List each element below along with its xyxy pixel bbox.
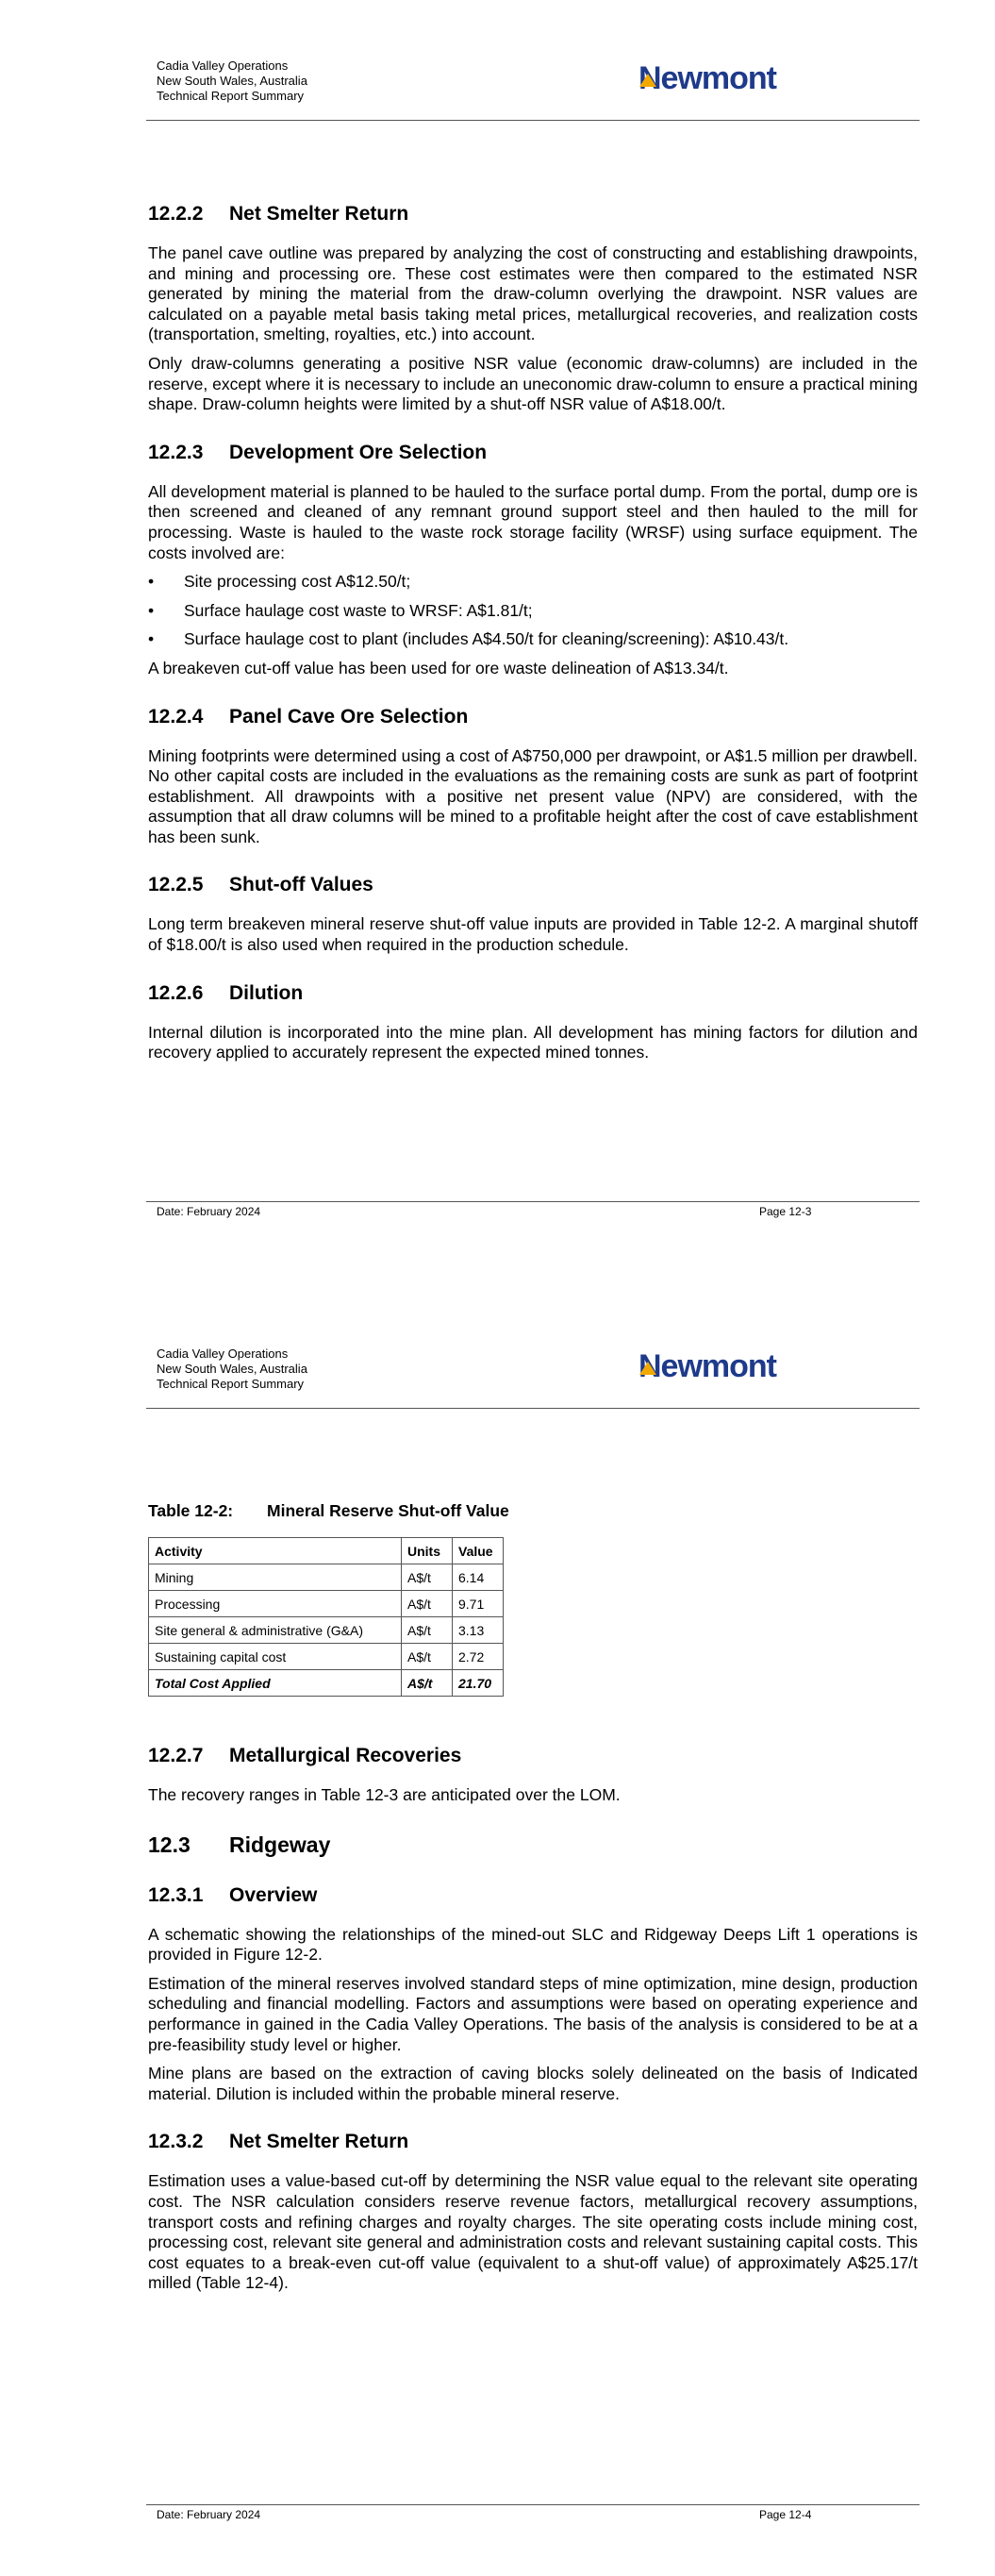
page-1-body (148, 202, 918, 1063)
section-heading: 12.3.1 Overview (148, 1883, 318, 1906)
header-line-2: New South Wales, Australia (157, 74, 307, 88)
table-total-row: Total Cost Applied A$/t 21.70 (149, 1670, 504, 1697)
page-2-body (148, 1501, 918, 2294)
footer-page-number: Page 12-3 (759, 1205, 812, 1218)
section-heading: 12.3.2 Net Smelter Return (148, 2131, 409, 2153)
list-item: • Site processing cost A$12.50/t; (148, 572, 411, 592)
table-row: Processing A$/t 9.71 (149, 1591, 504, 1617)
footer-rule (146, 2504, 920, 2505)
table-row: Sustaining capital cost A$/t 2.72 (149, 1644, 504, 1670)
footer-page-number: Page 12-4 (759, 2508, 812, 2521)
paragraph: The panel cave outline was prepared by analyzing the cost of constructing and establishing drawpoints, and mining and processing ore. These cost estimates were then compared to the estimated NSR generated by mining the material from the draw-column overlying the drawpoint. NSR values are calculated on a payable metal basis taking metal prices, metallurgical recoveries, and realization costs (transportation, smelting, royalties, etc.) into account. (148, 243, 918, 344)
newmont-logo (638, 60, 812, 96)
logo-triangle-icon (639, 1362, 656, 1375)
paragraph: Long term breakeven mineral reserve shut-off value inputs are provided in Table 12-2. A marginal shutoff of $18.00/t is also used when required in the production schedule. (148, 914, 918, 955)
newmont-logo (638, 1348, 812, 1384)
section-heading: 12.2.5 Shut-off Values (148, 874, 373, 896)
chapter-heading: 12.3 Ridgeway (148, 1832, 331, 1857)
paragraph: The recovery ranges in Table 12-3 are anticipated over the LOM. (148, 1785, 621, 1804)
paragraph: Estimation of the mineral reserves involved standard steps of mine optimization, mine design, production scheduling and financial modelling. Factors and assumptions were based on operating experience and performance in gained in the Cadia Valley Operations. The basis of the analysis is considered to be at a pre-feasibility study level or higher. (148, 1973, 918, 2054)
section-heading: 12.2.7 Metallurgical Recoveries (148, 1745, 462, 1766)
paragraph: A breakeven cut-off value has been used for ore waste delineation of A$13.34/t. (148, 658, 729, 677)
header-line-1: Cadia Valley Operations (157, 59, 289, 73)
section-heading: 12.2.6 Dilution (148, 981, 304, 1004)
section-heading: 12.2.2 Net Smelter Return (148, 203, 409, 225)
page-header-text (157, 1347, 307, 1392)
cost-bullet-list (148, 572, 918, 650)
header-line-2: New South Wales, Australia (157, 1362, 307, 1376)
section-heading: 12.2.4 Panel Cave Ore Selection (148, 705, 469, 728)
paragraph: A schematic showing the relationships of the mined-out SLC and Ridgeway Deeps Lift 1 operations is provided in Figure 12-2. (148, 1924, 918, 1965)
table-caption: Table 12-2: Mineral Reserve Shut-off Value (148, 1501, 509, 1520)
paragraph: Only draw-columns generating a positive NSR value (economic draw-columns) are included in the reserve, except where it is necessary to include an uneconomic draw-column to ensure a practical mining shape. Draw-column heights were limited by a shut-off NSR value of A$18.00/t. (148, 353, 918, 414)
paragraph: All development material is planned to be hauled to the surface portal dump. From the portal, dump ore is then screened and cleaned of any remnant ground support steel and then hauled to the mill for processing. Waste is hauled to the waste rock storage facility (WRSF) using surface equipment. The costs involved are: (148, 481, 918, 562)
list-item: • Surface haulage cost waste to WRSF: A$1.81/t; (148, 600, 533, 620)
page-header-text (157, 59, 307, 104)
paragraph: Mining footprints were determined using a cost of A$750,000 per drawpoint, or A$1.5 million per drawbell. No other capital costs are included in the evaluations as the remaining costs are sunk as part of footprint establishment. All drawpoints with a positive net present value (NPV) are considered, with the assumption that all draw columns will be mined to a profitable height after the cost of cave establishment has been sunk. (148, 745, 918, 846)
logo-triangle-icon (639, 74, 656, 87)
footer-date: Date: February 2024 (157, 1205, 261, 1218)
column-header-value: Value (453, 1538, 504, 1564)
header-line-3: Technical Report Summary (157, 89, 305, 103)
table-row: Mining A$/t 6.14 (149, 1564, 504, 1591)
paragraph: Internal dilution is incorporated into the mine plan. All development has mining factors for dilution and recovery applied to accurately represent the expected mined tonnes. (148, 1022, 918, 1062)
logo-wordmark: Newmont (638, 1348, 776, 1384)
header-rule (146, 120, 920, 121)
table-header-row (149, 1538, 504, 1564)
column-header-units: Units (402, 1538, 453, 1564)
header-line-3: Technical Report Summary (157, 1377, 305, 1391)
paragraph: Estimation uses a value-based cut-off by determining the NSR value equal to the relevant site operating cost. The NSR calculation considers reserve revenue factors, metallurgical recovery assumptions, transport costs and refining charges and royalty charges. The site operating costs include mining cost, processing cost, relevant site general and administration costs and relevant sustaining capital costs. This cost equates to a break-even cut-off value (equivalent to a shut-off value) of approximately A$25.17/t milled (Table 12-4). (148, 2171, 918, 2293)
table-row: Site general & administrative (G&A) A$/t 3.13 (149, 1617, 504, 1644)
paragraph: Mine plans are based on the extraction of caving blocks solely delineated on the basis of Indicated material. Dilution is included within the probable mineral reserve. (148, 2064, 918, 2103)
header-rule (146, 1408, 920, 1409)
list-item: • Surface haulage cost to plant (includes A$4.50/t for cleaning/screening): A$10.43/t. (148, 629, 789, 649)
footer-rule (146, 1201, 920, 1202)
page-12-4 (0, 1288, 995, 2576)
logo-wordmark: Newmont (638, 60, 776, 96)
shutoff-value-table (148, 1537, 504, 1697)
footer-date: Date: February 2024 (157, 2508, 261, 2521)
column-header-activity: Activity (149, 1538, 402, 1564)
header-line-1: Cadia Valley Operations (157, 1347, 289, 1361)
section-heading: 12.2.3 Development Ore Selection (148, 441, 488, 463)
